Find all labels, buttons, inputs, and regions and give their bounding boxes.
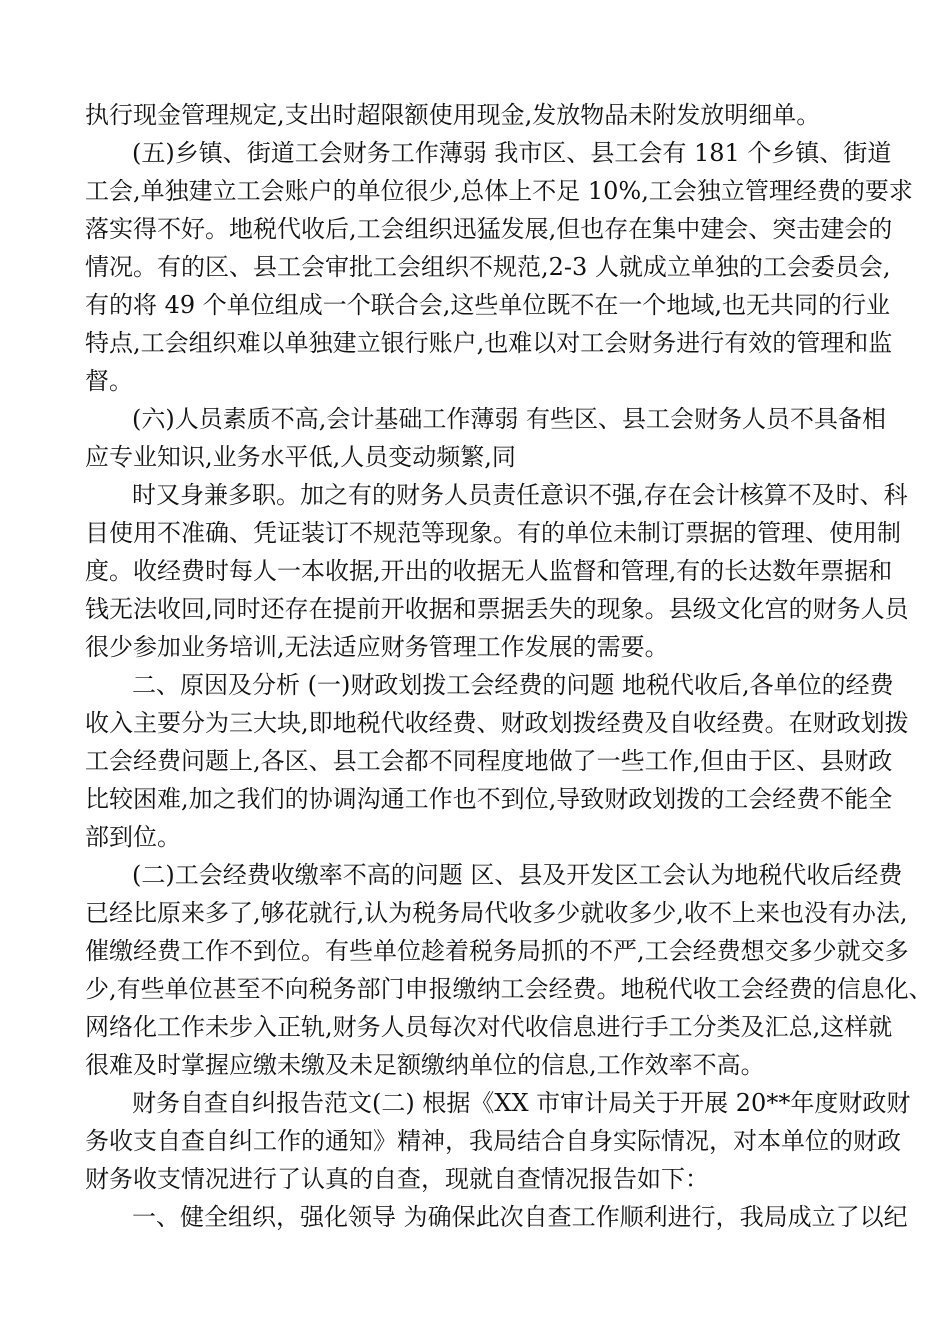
text-line: 务收支自查自纠工作的通知》精神，我局结合自身实际情况，对本单位的财政 [85,1127,901,1155]
text-line: 执行现金管理规定,支出时超限额使用现金,发放物品未附发放明细单。 [85,101,821,129]
text-line: 一、健全组织，强化领导 为确保此次自查工作顺利进行，我局成立了以纪 [132,1203,908,1231]
text-line: (二)工会经费收缴率不高的问题 区、县及开发区工会认为地税代收后经费 [132,861,903,889]
text-line: 二、原因及分析 (一)财政划拨工会经费的问题 地税代收后,各单位的经费 [132,671,894,699]
text-line: 目使用不准确、凭证装订不规范等现象。有的单位未制订票据的管理、使用制 [85,519,901,547]
text-line: 工会,单独建立工会账户的单位很少,总体上不足 10%,工会独立管理经费的要求 [85,177,913,205]
text-line: 督。 [85,367,133,395]
text-line: 财务自查自纠报告范文(二) 根据《XX 市审计局关于开展 20**年度财政财 [132,1089,911,1117]
text-line: 已经比原来多了,够花就行,认为税务局代收多少就收多少,收不上来也没有办法, [85,899,908,927]
text-line: 部到位。 [85,823,181,851]
text-line: 很难及时掌握应缴未缴及未足额缴纳单位的信息,工作效率不高。 [85,1051,765,1079]
text-line: 催缴经费工作不到位。有些单位趁着税务局抓的不严,工会经费想交多少就交多 [85,937,909,965]
text-line: 情况。有的区、县工会审批工会组织不规范,2-3 人就成立单独的工会委员会, [85,253,891,281]
text-line: 工会经费问题上,各区、县工会都不同程度地做了一些工作,但由于区、县财政 [85,747,893,775]
text-line: 有的将 49 个单位组成一个联合会,这些单位既不在一个地域,也无共同的行业 [85,291,891,319]
text-line: 特点,工会组织难以单独建立银行账户,也难以对工会财务进行有效的管理和监 [85,329,893,357]
text-line: 度。收经费时每人一本收据,开出的收据无人监督和管理,有的长达数年票据和 [85,557,893,585]
text-line: 钱无法收回,同时还存在提前开收据和票据丢失的现象。县级文化宫的财务人员 [85,595,909,623]
text-line: 比较困难,加之我们的协调沟通工作也不到位,导致财政划拨的工会经费不能全 [85,785,893,813]
text-line: 财务收支情况进行了认真的自查，现就自查情况报告如下： [85,1165,709,1193]
text-line: 落实得不好。地税代收后,工会组织迅猛发展,但也存在集中建会、突击建会的 [85,215,893,243]
text-line: 应专业知识,业务水平低,人员变动频繁,同 [85,443,516,471]
text-line: (五)乡镇、街道工会财务工作薄弱 我市区、县工会有 181 个乡镇、街道 [132,139,892,167]
text-line: 很少参加业务培训,无法适应财务管理工作发展的需要。 [85,633,669,661]
text-line: 时又身兼多职。加之有的财务人员责任意识不强,存在会计核算不及时、科 [132,481,908,509]
text-line: 少,有些单位甚至不向税务部门申报缴纳工会经费。地税代收工会经费的信息化、 [85,975,933,1003]
text-line: (六)人员素质不高,会计基础工作薄弱 有些区、县工会财务人员不具备相 [132,405,886,433]
text-line: 收入主要分为三大块,即地税代收经费、财政划拨经费及自收经费。在财政划拨 [85,709,909,737]
text-line: 网络化工作未步入正轨,财务人员每次对代收信息进行手工分类及汇总,这样就 [85,1013,893,1041]
